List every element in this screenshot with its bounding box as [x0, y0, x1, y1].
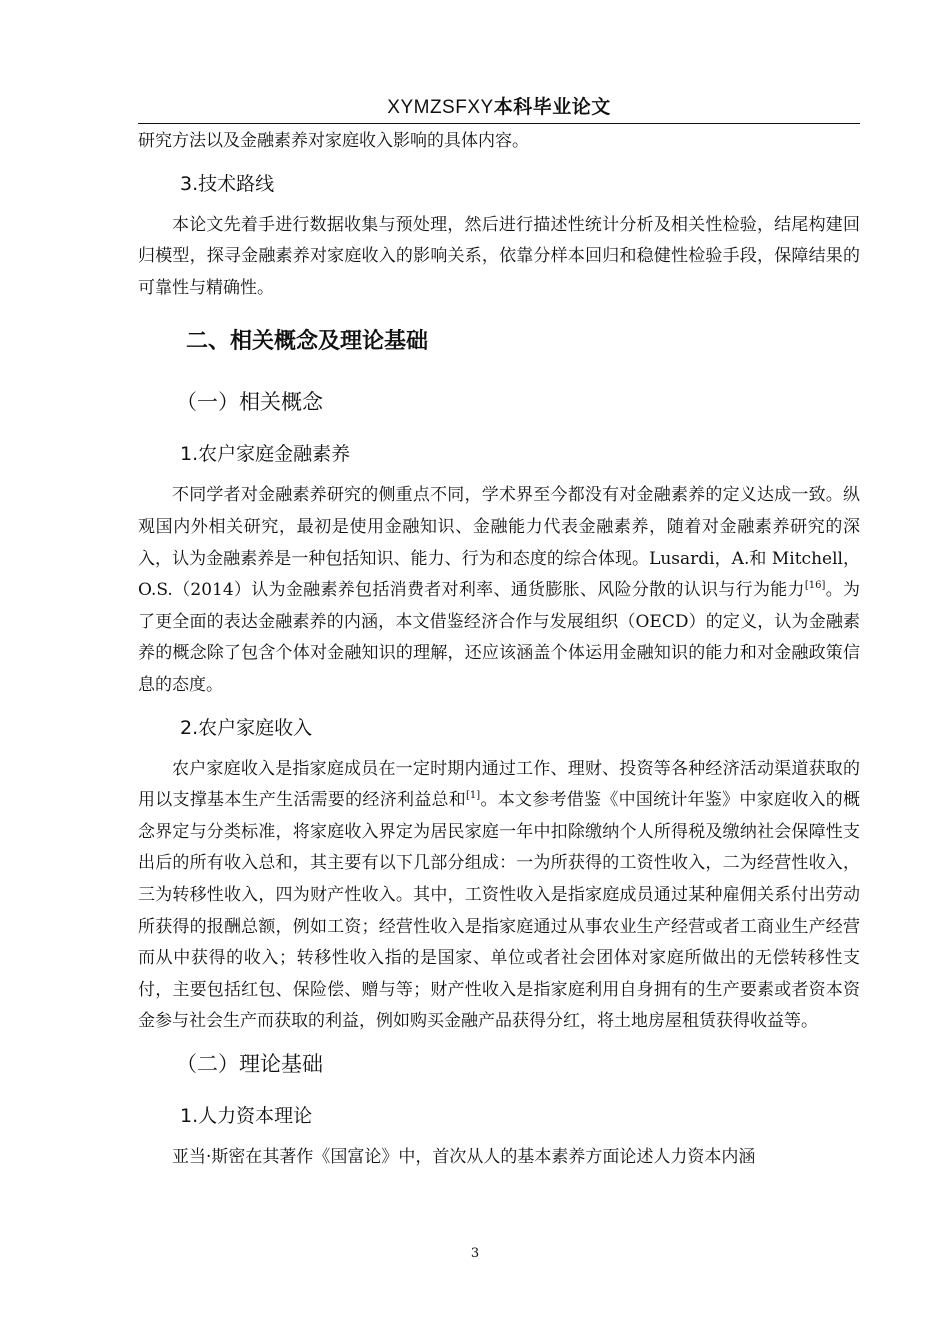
- paragraph-human-capital: 亚当·斯密在其著作《国富论》中，首次从人的基本素养方面论述人力资本内涵: [172, 1146, 756, 1167]
- running-header: [138, 92, 860, 119]
- chapter-heading: 二、相关概念及理论基础: [186, 329, 429, 355]
- page-number: 3: [470, 1246, 480, 1261]
- header-school-code: XYMZSFXY: [387, 97, 494, 118]
- heading-human-capital: 1.人力资本理论: [180, 1104, 313, 1127]
- paragraph-financial-literacy-part2: 。为了更全面的表达金融素养的内涵，本文借鉴经济合作与发展组织（OECD）的定义，认为金融素养的概念除了包含个体对金融知识的理解，还应该涵盖个体运用金融知识的能力和对金融政策信息的态度。: [138, 580, 860, 695]
- citation-1: [1]: [466, 790, 481, 802]
- page-body: [138, 126, 860, 1173]
- section-heading-concepts: （一）相关概念: [176, 390, 323, 415]
- paragraph-household-income-part2: 。本文参考借鉴《中国统计年鉴》中家庭收入的概念界定与分类标准，将家庭收入界定为居民家庭一年中扣除缴纳个人所得税及缴纳社会保障性支出后的所有收入总和，其主要有以下几部分组成：一为所获得的工资性收入，二为经营性收入，三为转移性收入，四为财产性收入。其中，工资性收入是指家庭成员通过某种雇佣关系付出劳动所获得的报酬总额，例如工资；经营性收入是指家庭通过从事农业生产经营或者工商业生产经营而从中获得的收入；转移性收入指的是国家、单位或者社会团体对家庭所做出的无偿转移性支付，主要包括红包、保险偿、赠与等；财产性收入是指家庭利用自身拥有的生产要素或者资本资金参与社会生产而获取的利益，例如购买金融产品获得分红，将土地房屋租赁获得收益等。: [138, 790, 861, 1032]
- paragraph-financial-literacy: [138, 480, 860, 701]
- heading-household-income: 2.农户家庭收入: [180, 716, 313, 739]
- paragraph-technical-route: 本论文先着手进行数据收集与预处理，然后进行描述性统计分析及相关性检验，结尾构建回归模型，探寻金融素养对家庭收入的影响关系，依靠分样本回归和稳健性检验手段，保障结果的可靠性与精确性。: [138, 214, 860, 298]
- header-rule: [138, 123, 860, 124]
- heading-financial-literacy: 1.农户家庭金融素养: [180, 443, 351, 466]
- citation-16: [16]: [804, 580, 826, 592]
- paragraph-financial-literacy-part1: 不同学者对金融素养研究的侧重点不同，学术界至今都没有对金融素养的定义达成一致。纵观国内外相关研究，最初是使用金融知识、金融能力代表金融素养，随着对金融素养研究的深入，认为金融素养是一种包括知识、能力、行为和态度的综合体现。Lusardi，A.和 Mitchell，O.S.（2014）认为金融素养包括消费者对利率、通货膨胀、风险分散的认识与行为能力: [138, 485, 860, 601]
- header-title: 本科毕业论文: [493, 96, 611, 118]
- paragraph-continued: 研究方法以及金融素养对家庭收入影响的具体内容。: [138, 131, 529, 151]
- section-heading-theory: （二）理论基础: [176, 1051, 323, 1076]
- paragraph-household-income-part1: 农户家庭收入是指家庭成员在一定时期内通过工作、理财、投资等各种经济活动渠道获取的用以支撑基本生产生活需要的经济利益总和: [138, 758, 860, 811]
- paragraph-household-income: [138, 754, 860, 1038]
- heading-technical-route: 3.技术路线: [180, 172, 275, 195]
